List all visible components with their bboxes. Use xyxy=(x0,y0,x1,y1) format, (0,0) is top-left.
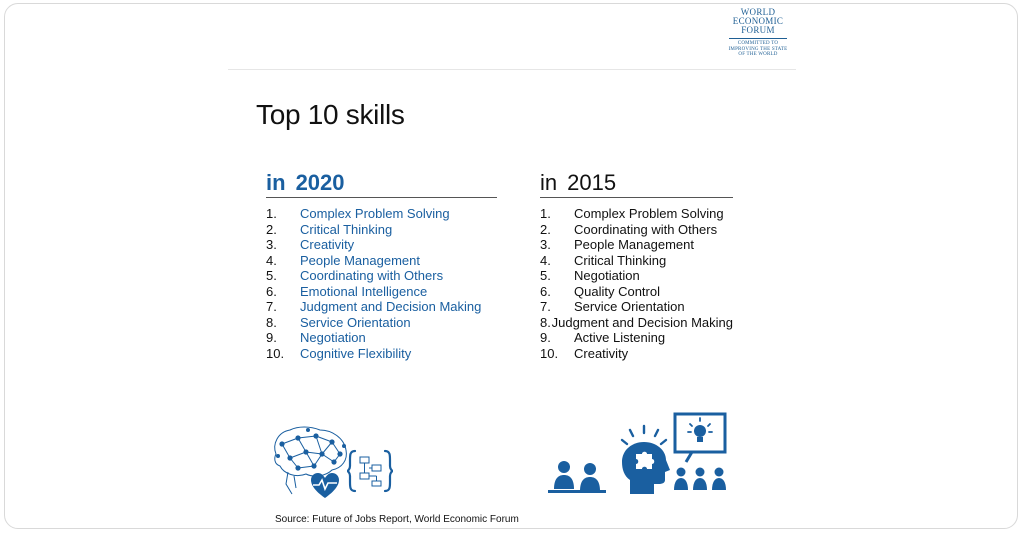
skill-item xyxy=(540,330,733,346)
skill-item xyxy=(266,299,497,315)
header-divider xyxy=(228,69,796,70)
skill-item xyxy=(540,237,733,253)
skill-rank: 9. xyxy=(540,330,551,345)
skills-list-2020 xyxy=(266,206,497,361)
skill-rank: 3. xyxy=(540,237,551,252)
skill-rank: 7. xyxy=(266,299,277,314)
logo-divider xyxy=(729,38,787,39)
logo-line: WORLD xyxy=(740,7,776,17)
skill-rank: 8. xyxy=(266,314,277,330)
heart-icon xyxy=(309,472,341,500)
skill-label: People Management xyxy=(574,237,694,252)
skill-rank: 8. xyxy=(540,314,551,330)
skill-label: Coordinating with Others xyxy=(574,221,718,237)
slide-title: Top 10 skills xyxy=(256,99,405,130)
skill-rank: 10. xyxy=(266,345,285,361)
logo-tagline: COMMITTED TO xyxy=(737,41,779,46)
skill-label: Critical Thinking xyxy=(300,221,393,237)
skill-rank: 9. xyxy=(266,330,277,345)
skill-item xyxy=(266,330,497,346)
skill-rank: 4. xyxy=(266,252,277,268)
column-heading-2015 xyxy=(540,170,733,198)
heading-year: 2015 xyxy=(567,170,617,195)
skill-rank: 5. xyxy=(266,268,277,283)
heading-year: 2020 xyxy=(295,170,345,195)
skill-rank: 7. xyxy=(540,299,551,314)
skills-list-2015 xyxy=(540,206,733,361)
skill-label: Creativity xyxy=(300,237,355,252)
skill-label: Coordinating with Others xyxy=(300,268,444,283)
skill-item xyxy=(266,284,497,300)
source-citation: Source: Future of Jobs Report, World Economic Forum xyxy=(275,514,519,525)
skill-item xyxy=(266,253,497,269)
skill-rank: 6. xyxy=(266,283,277,299)
skill-rank: 6. xyxy=(540,283,551,299)
flowchart-brackets-icon xyxy=(346,448,394,494)
skill-item xyxy=(540,284,733,300)
column-heading-2020 xyxy=(266,170,497,198)
skill-item xyxy=(540,206,733,222)
logo-line: FORUM xyxy=(741,25,775,35)
head-puzzle-icon xyxy=(614,424,674,496)
skill-label: Complex Problem Solving xyxy=(300,206,450,221)
skill-label: Service Orientation xyxy=(574,299,685,314)
skill-rank: 1. xyxy=(266,206,277,221)
skill-label: Judgment and Decision Making xyxy=(300,299,482,314)
skill-rank: 5. xyxy=(540,268,551,283)
skill-label: Cognitive Flexibility xyxy=(300,345,412,361)
skill-item xyxy=(540,222,733,238)
skill-label: Creativity xyxy=(574,345,629,361)
skill-label: Active Listening xyxy=(574,330,666,345)
wef-logo xyxy=(726,8,790,58)
skill-item xyxy=(540,253,733,269)
skill-label: People Management xyxy=(300,252,420,268)
skill-item xyxy=(540,299,733,315)
skill-item xyxy=(540,346,733,362)
skill-rank: 10. xyxy=(540,345,559,361)
skill-rank: 2. xyxy=(266,221,277,237)
logo-line: ECONOMIC xyxy=(732,16,784,26)
presentation-lightbulb-icon xyxy=(672,412,730,496)
skill-label: Negotiation xyxy=(574,268,640,283)
skill-label: Negotiation xyxy=(300,330,366,345)
skill-item xyxy=(266,346,497,362)
skill-label: Service Orientation xyxy=(300,314,411,330)
skill-rank: 3. xyxy=(266,237,277,252)
skill-rank: 2. xyxy=(540,221,551,237)
skill-item xyxy=(266,315,497,331)
skill-item xyxy=(266,222,497,238)
heading-prefix: in xyxy=(540,170,558,195)
skills-2015-column xyxy=(540,170,733,361)
skill-label: Critical Thinking xyxy=(574,252,667,268)
skill-label: Complex Problem Solving xyxy=(574,206,724,221)
skill-item xyxy=(540,315,733,331)
heading-prefix: in xyxy=(266,170,286,195)
skill-rank: 4. xyxy=(540,252,551,268)
skill-item xyxy=(266,206,497,222)
skill-label: Quality Control xyxy=(574,283,660,299)
people-meeting-icon xyxy=(546,459,608,499)
slide-card xyxy=(4,3,1018,529)
logo-tagline: OF THE WORLD xyxy=(738,52,778,57)
skill-rank: 1. xyxy=(540,206,551,221)
skill-label: Emotional Intelligence xyxy=(300,283,428,299)
skill-item xyxy=(266,268,497,284)
skill-item xyxy=(266,237,497,253)
skill-item xyxy=(540,268,733,284)
skills-2020-column xyxy=(266,170,497,361)
skill-label: Judgment and Decision Making xyxy=(551,314,733,330)
logo-tagline: IMPROVING THE STATE xyxy=(728,46,788,52)
